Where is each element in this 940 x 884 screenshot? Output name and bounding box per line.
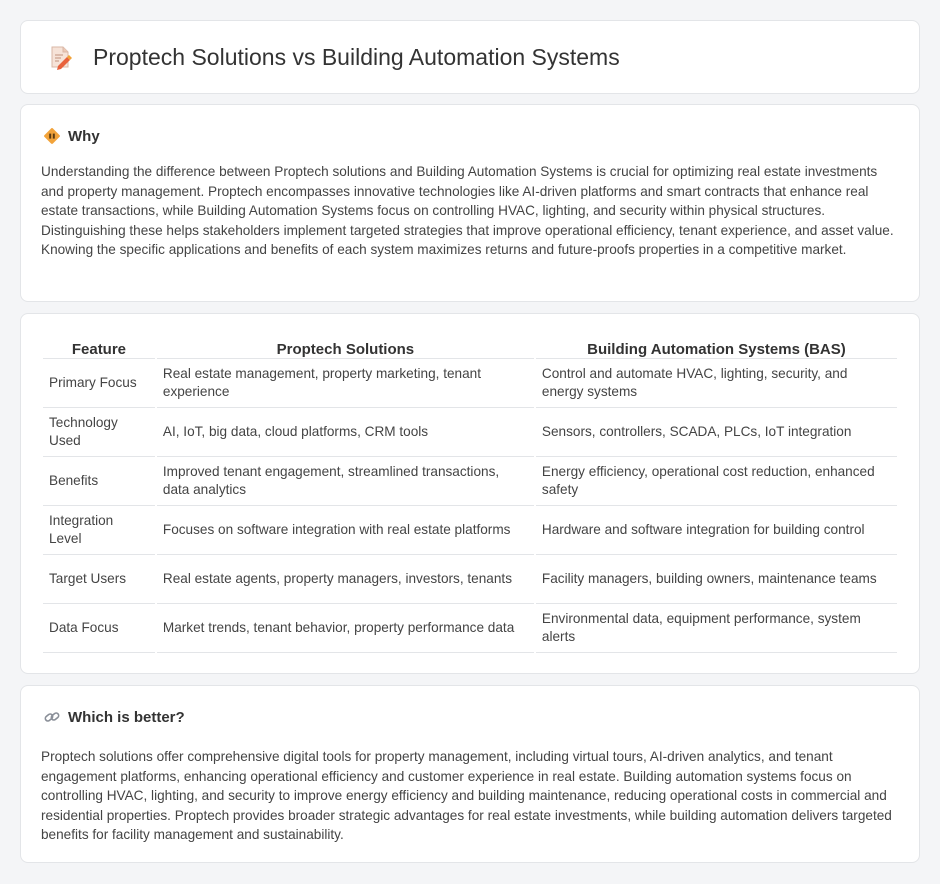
feature-cell: Data Focus — [43, 604, 155, 653]
bas-cell: Energy efficiency, operational cost reduction, enhanced safety — [536, 457, 897, 506]
comparison-table — [41, 334, 899, 653]
proptech-cell: Improved tenant engagement, streamlined transactions, data analytics — [157, 457, 534, 506]
proptech-cell: Focuses on software integration with real estate platforms — [157, 506, 534, 555]
table-row — [43, 555, 897, 604]
header-card — [20, 20, 920, 94]
feature-cell: Target Users — [43, 555, 155, 604]
why-title: Why — [68, 127, 100, 145]
table-row — [43, 604, 897, 653]
column-header: Feature — [43, 334, 155, 359]
table-header-row — [43, 334, 897, 359]
proptech-cell: Real estate agents, property managers, investors, tenants — [157, 555, 534, 604]
table-row — [43, 408, 897, 457]
which-is-better-text: Proptech solutions offer comprehensive digital tools for property management, including virtual tours, AI-driven analytics, and tenant engagement platforms, enhancing operational efficiency and customer experience in real estate. Building automation systems focus on controlling HVAC, lighting, and security to improve energy efficiency and building maintenance, reducing operational costs in commercial and residential properties. Proptech provides broader strategic advantages for real estate investments, while building automation delivers targeted benefits for facility management and sustainability. — [41, 749, 892, 843]
feature-cell: Primary Focus — [43, 359, 155, 408]
bas-cell: Facility managers, building owners, maintenance teams — [536, 555, 897, 604]
bas-cell: Sensors, controllers, SCADA, PLCs, IoT integration — [536, 408, 897, 457]
feature-cell: Integration Level — [43, 506, 155, 555]
table-row — [43, 359, 897, 408]
bas-cell: Control and automate HVAC, lighting, security, and energy systems — [536, 359, 897, 408]
page-title: Proptech Solutions vs Building Automation Systems — [93, 43, 620, 70]
diamond-sign-icon — [43, 127, 61, 145]
document-pencil-icon — [47, 44, 73, 70]
bas-cell: Environmental data, equipment performance, system alerts — [536, 604, 897, 653]
table-row — [43, 506, 897, 555]
bas-cell: Hardware and software integration for building control — [536, 506, 897, 555]
column-header: Proptech Solutions — [157, 334, 534, 359]
proptech-cell: AI, IoT, big data, cloud platforms, CRM tools — [157, 408, 534, 457]
which-is-better-title: Which is better? — [68, 708, 185, 726]
proptech-cell: Real estate management, property marketing, tenant experience — [157, 359, 534, 408]
proptech-cell: Market trends, tenant behavior, property performance data — [157, 604, 534, 653]
column-header: Building Automation Systems (BAS) — [536, 334, 897, 359]
why-text: Understanding the difference between Proptech solutions and Building Automation Systems is crucial for optimizing real estate investments and property management. Proptech encompasses innovative technologies like AI-driven platforms and smart contracts that enhance real estate transactions, while Building Automation Systems focus on controlling HVAC, lighting, and security within physical structures. Distinguishing these helps stakeholders implement targeted strategies that improve operational efficiency, tenant experience, and asset value. Knowing the specific applications and benefits of each system maximizes returns and future-proofs properties in a competitive market. — [41, 164, 894, 258]
feature-cell: Technology Used — [43, 408, 155, 457]
link-icon — [43, 708, 61, 726]
why-card — [20, 104, 920, 302]
feature-cell: Benefits — [43, 457, 155, 506]
comparison-card — [20, 313, 920, 674]
table-row — [43, 457, 897, 506]
which-is-better-card — [20, 685, 920, 863]
